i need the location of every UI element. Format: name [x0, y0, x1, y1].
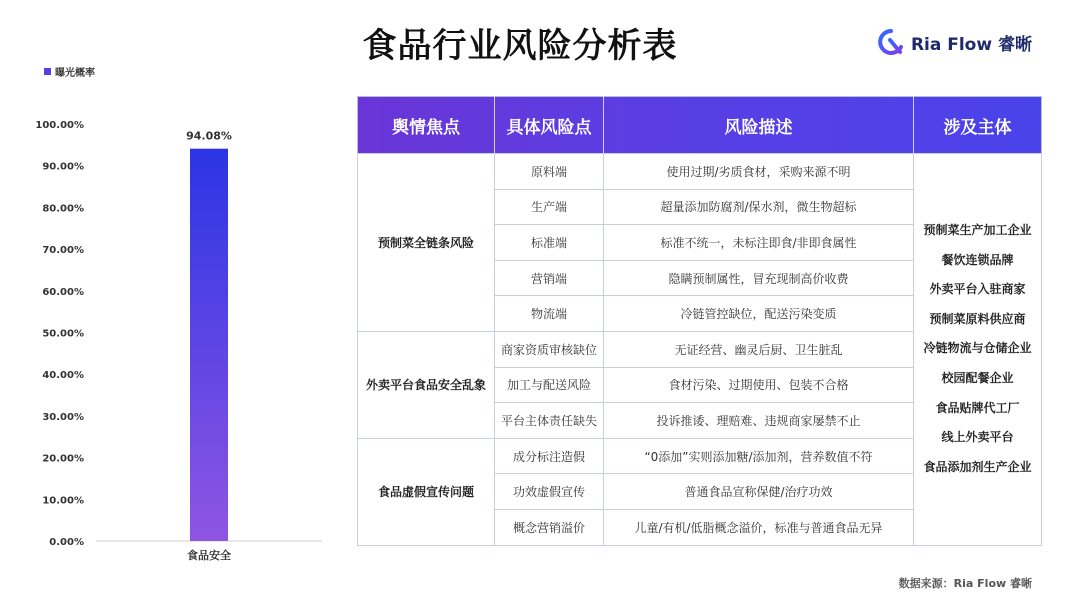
risk-desc-cell: 使用过期/劣质食材，采购来源不明: [604, 154, 914, 190]
x-tick-label: 食品安全: [187, 549, 231, 562]
brand: [877, 28, 1032, 56]
risk-point-cell: 平台主体责任缺失: [495, 403, 604, 439]
bar-chart: [0, 0, 340, 600]
table-header-cell: 具体风险点: [495, 97, 604, 154]
risk-desc-cell: 冷链管控缺位，配送污染变质: [604, 296, 914, 332]
y-tick-label: 30.00%: [42, 411, 84, 423]
focus-cell: 外卖平台食品安全乱象: [358, 331, 495, 438]
subject-item: 线上外卖平台: [941, 430, 1014, 445]
risk-point-cell: 功效虚假宣传: [495, 474, 604, 510]
subject-item: 餐饮连锁品牌: [941, 252, 1014, 267]
risk-point-cell: 物流端: [495, 296, 604, 332]
risk-desc-cell: 超量添加防腐剂/保水剂，微生物超标: [604, 189, 914, 225]
focus-cell: 食品虚假宣传问题: [358, 438, 495, 545]
risk-point-cell: 商家资质审核缺位: [495, 331, 604, 367]
legend-label: 曝光概率: [55, 68, 95, 79]
y-tick-label: 40.00%: [42, 370, 84, 382]
subject-item: 冷链物流与仓储企业: [923, 341, 1032, 356]
y-tick-label: 20.00%: [42, 453, 84, 465]
y-tick-label: 60.00%: [42, 286, 84, 298]
risk-desc-cell: 隐瞒预制属性，冒充现制高价收费: [604, 260, 914, 296]
bars: [186, 130, 232, 562]
subject-item: 食品贴牌代工厂: [935, 400, 1020, 415]
y-tick-label: 80.00%: [42, 203, 84, 215]
risk-point-cell: 成分标注造假: [495, 438, 604, 474]
table-header-cell: 风险描述: [604, 97, 914, 154]
y-tick-label: 10.00%: [42, 495, 84, 507]
risk-desc-cell: 普通食品宣称保健/治疗功效: [604, 474, 914, 510]
subject-item: 预制菜生产加工企业: [923, 223, 1032, 238]
page-title: 食品行业风险分析表: [362, 26, 678, 66]
risk-desc-cell: 儿童/有机/低脂概念溢价，标准与普通食品无异: [604, 509, 914, 545]
risk-point-cell: 标准端: [495, 225, 604, 261]
risk-point-cell: 原料端: [495, 154, 604, 190]
subject-item: 校园配餐企业: [941, 371, 1014, 386]
y-tick-label: 50.00%: [42, 328, 84, 340]
risk-point-cell: 生产端: [495, 189, 604, 225]
risk-point-cell: 营销端: [495, 260, 604, 296]
brand-name: Ria Flow 睿晰: [910, 34, 1032, 55]
table-body: [358, 154, 1042, 546]
risk-desc-cell: 食材污染、过期使用、包装不合格: [604, 367, 914, 403]
table-header-cell: 舆情焦点: [358, 97, 495, 154]
y-tick-label: 0.00%: [49, 537, 84, 548]
y-tick-label: 90.00%: [42, 161, 84, 173]
risk-desc-cell: 投诉推诿、理赔难、违规商家屡禁不止: [604, 403, 914, 439]
bar: [190, 149, 228, 541]
risk-desc-cell: 标准不统一，未标注即食/非即食属性: [604, 225, 914, 261]
focus-cell: 预制菜全链条风险: [358, 154, 495, 332]
risk-table: [357, 96, 1042, 546]
bar-data-label: 94.08%: [186, 129, 232, 143]
data-source: 数据来源：Ria Flow 睿晰: [898, 577, 1032, 590]
y-tick-label: 100.00%: [35, 120, 84, 131]
y-axis: [35, 120, 84, 548]
table-header-row: [358, 97, 1042, 154]
subject-item: 外卖平台入驻商家: [929, 282, 1026, 297]
subject-item: 食品添加剂生产企业: [923, 459, 1032, 474]
risk-desc-cell: “0添加”实则添加糖/添加剂，营养数值不符: [604, 438, 914, 474]
y-tick-label: 70.00%: [42, 245, 84, 257]
table-header-cell: 涉及主体: [943, 117, 1012, 138]
subjects-cell: [914, 154, 1042, 546]
risk-desc-cell: 无证经营、幽灵后厨、卫生脏乱: [604, 331, 914, 367]
table-row: [358, 154, 1042, 190]
subject-item: 预制菜原料供应商: [929, 311, 1026, 326]
risk-point-cell: 加工与配送风险: [495, 367, 604, 403]
ria-flow-logo-icon: [877, 28, 905, 56]
risk-point-cell: 概念营销溢价: [495, 509, 604, 545]
